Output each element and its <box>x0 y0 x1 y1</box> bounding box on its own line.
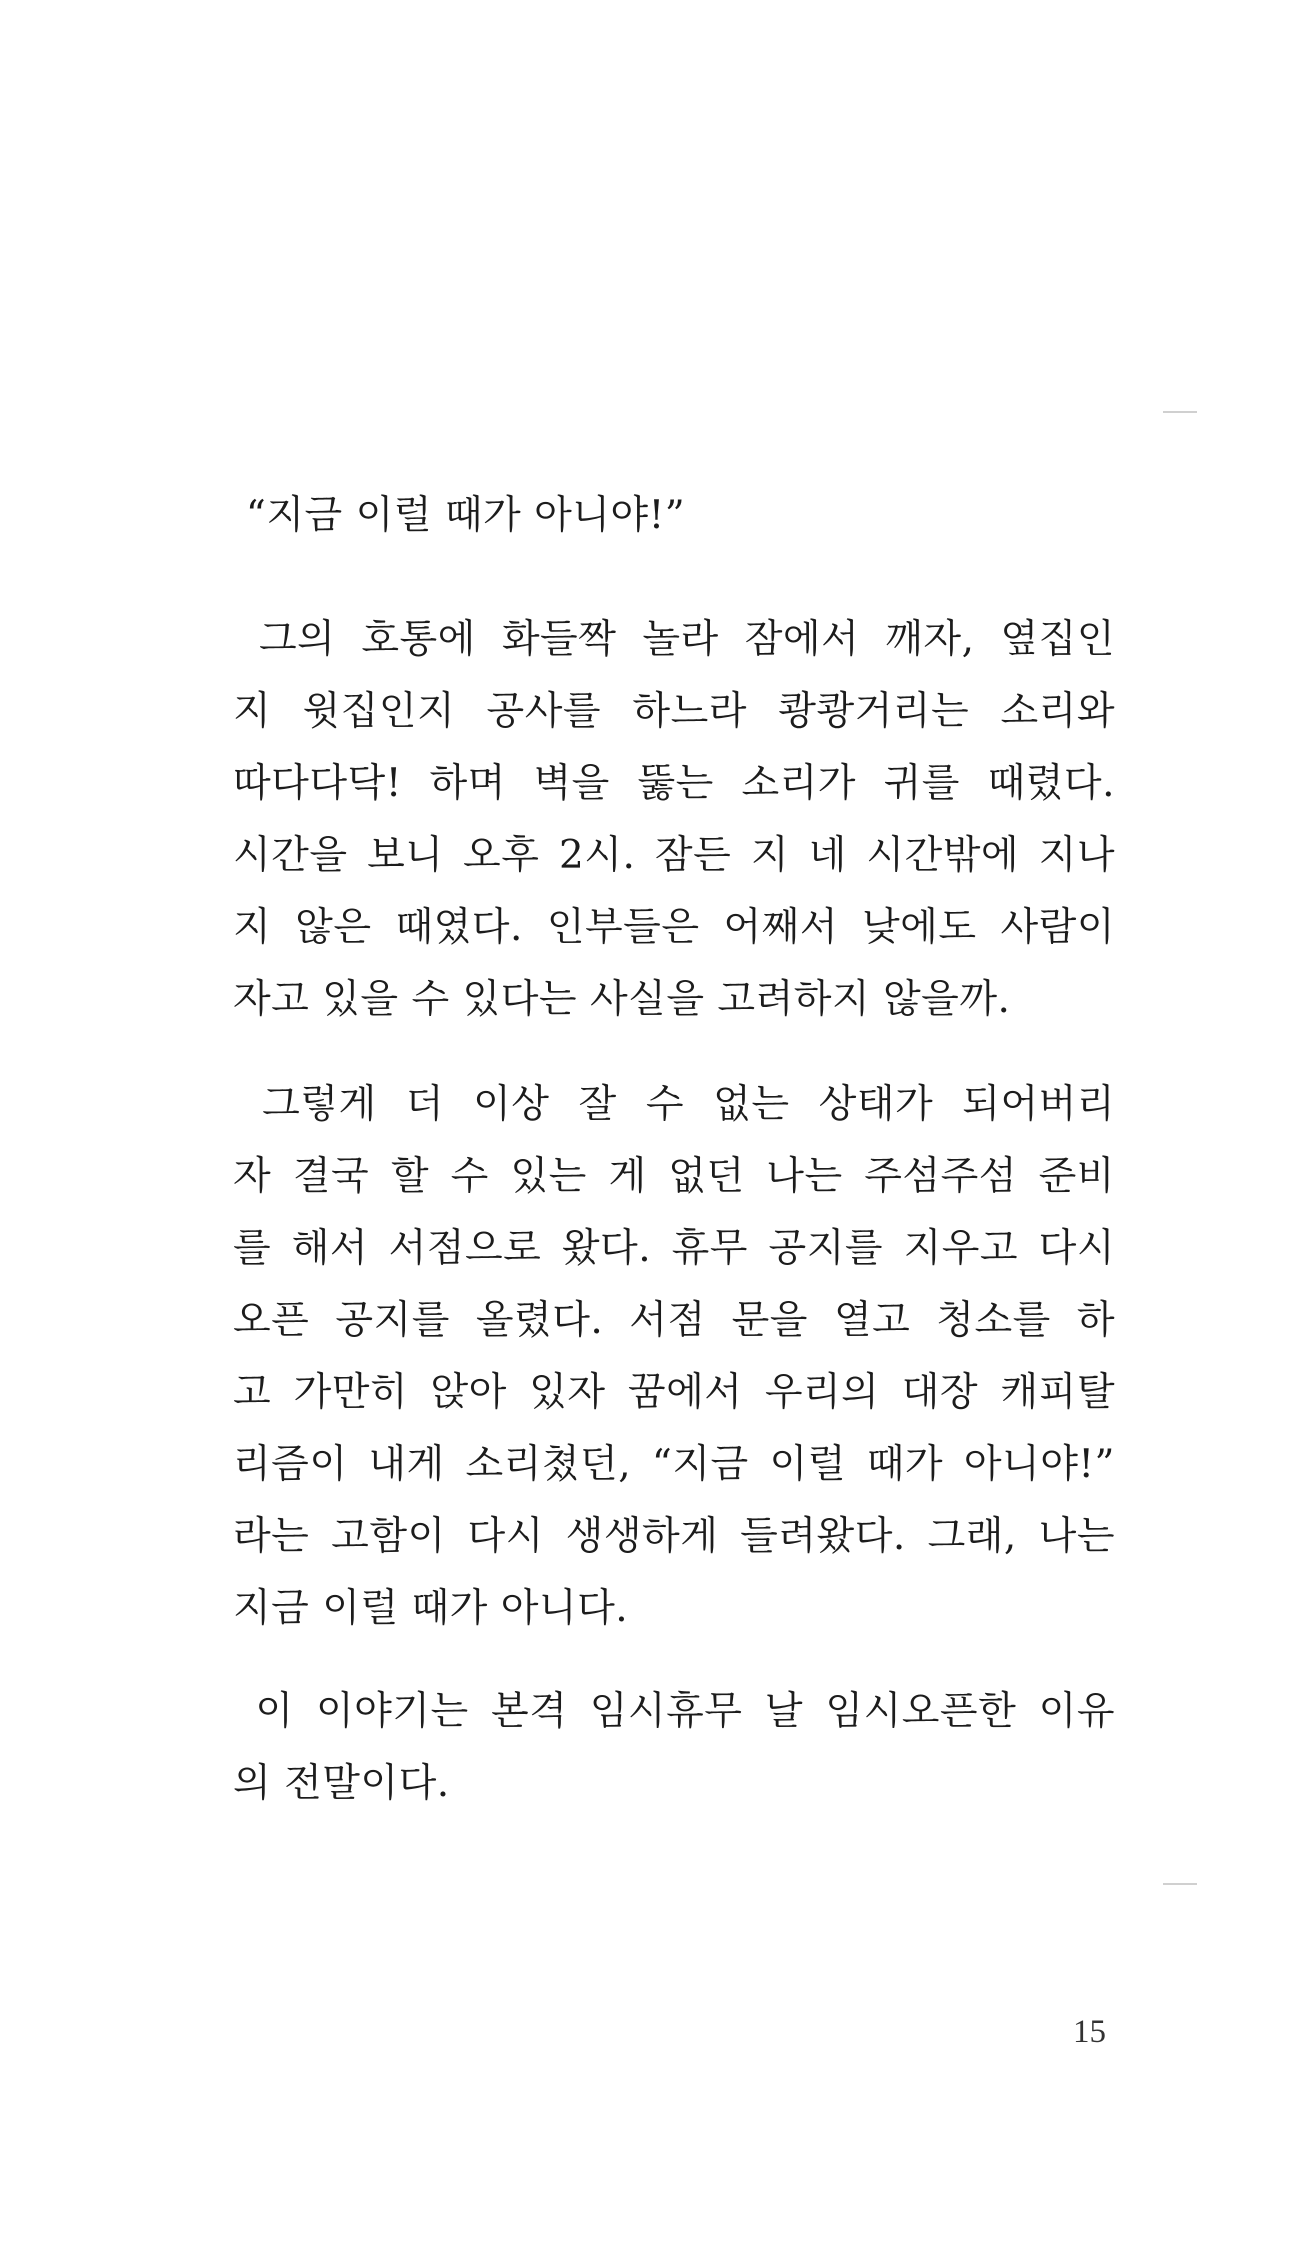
paragraph-line: 시간을 보니 오후 2시. 잠든 지 네 시간밖에 지나 <box>233 833 1115 878</box>
margin-tick-top <box>1163 411 1197 413</box>
paragraph-line: 의 전말이다. <box>233 1761 450 1806</box>
quote-line: “지금 이럴 때가 아니야!” <box>233 493 686 538</box>
paragraph-line: 지 윗집인지 공사를 하느라 쾅쾅거리는 소리와 <box>233 689 1115 734</box>
paragraph-line: 따다다닥! 하며 벽을 뚫는 소리가 귀를 때렸다. <box>233 761 1115 806</box>
paragraph-line: 그의 호통에 화들짝 놀라 잠에서 깨자, 옆집인 <box>233 617 1115 662</box>
paragraph-line: 라는 고함이 다시 생생하게 들려왔다. 그래, 나는 <box>233 1514 1115 1559</box>
paragraph-line: 지 않은 때였다. 인부들은 어째서 낮에도 사람이 <box>233 905 1115 950</box>
paragraph-line: 고 가만히 앉아 있자 꿈에서 우리의 대장 캐피탈 <box>233 1370 1115 1415</box>
page-number: 15 <box>1073 2014 1106 2050</box>
margin-tick-bottom <box>1163 1883 1197 1885</box>
paragraph-line: 오픈 공지를 올렸다. 서점 문을 열고 청소를 하 <box>233 1298 1115 1343</box>
paragraph-line: 그렇게 더 이상 잘 수 없는 상태가 되어버리 <box>233 1082 1115 1127</box>
paragraph-line: 이 이야기는 본격 임시휴무 날 임시오픈한 이유 <box>233 1689 1115 1734</box>
paragraph-line: 지금 이럴 때가 아니다. <box>233 1586 629 1631</box>
paragraph-line: 리즘이 내게 소리쳤던, “지금 이럴 때가 아니야!” <box>233 1442 1115 1487</box>
paragraph-line: 자고 있을 수 있다는 사실을 고려하지 않을까. <box>233 977 1011 1022</box>
paragraph-line: 를 해서 서점으로 왔다. 휴무 공지를 지우고 다시 <box>233 1226 1115 1271</box>
paragraph-line: 자 결국 할 수 있는 게 없던 나는 주섬주섬 준비 <box>233 1154 1115 1199</box>
